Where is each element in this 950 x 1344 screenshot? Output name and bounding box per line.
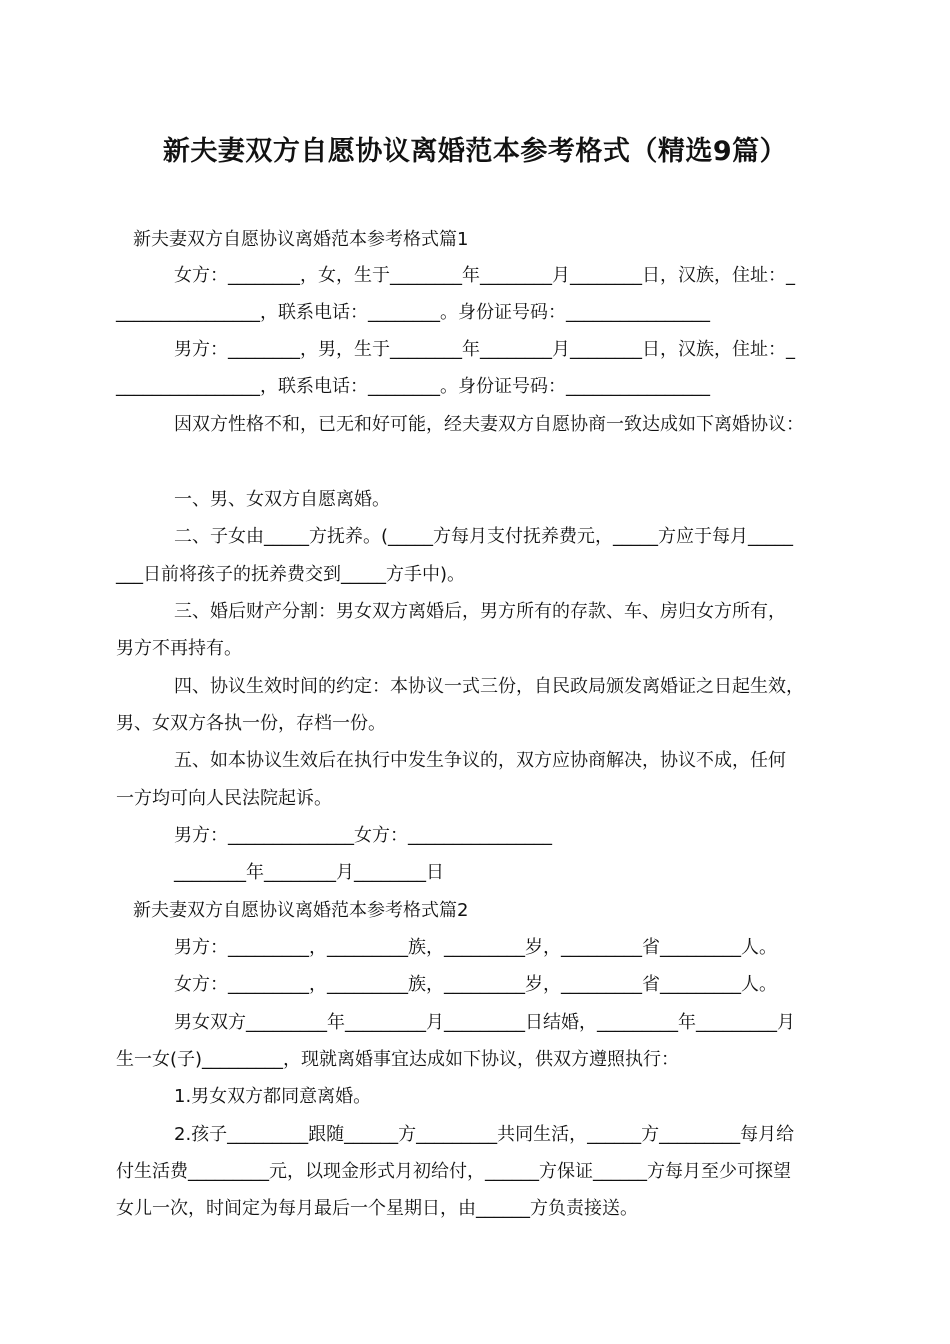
paragraph-line: ________________，联系电话：________。身份证号码：________________: [116, 376, 710, 397]
clause-line: 男方不再持有。: [116, 638, 242, 659]
clause-line: 2.孩子_________跟随______方_________共同生活，______方_________每月给: [174, 1124, 795, 1145]
signature-line: 男方：______________女方：________________: [174, 825, 552, 846]
paragraph-line: 因双方性格不和，已无和好可能，经夫妻双方自愿协商一致达成如下离婚协议：: [174, 414, 804, 435]
paragraph-line: 女方：________，女，生于________年________月________日，汉族，住址：_: [174, 265, 795, 286]
paragraph-line: ________________，联系电话：________。身份证号码：________________: [116, 302, 710, 323]
clause-line: 五、如本协议生效后在执行中发生争议的，双方应协商解决，协议不成，任何: [174, 750, 786, 771]
date-line: ________年________月________日: [174, 862, 444, 883]
clause-line: 二、子女由_____方抚养。(_____方每月支付抚养费元，_____方应于每月_____: [174, 526, 794, 547]
section-heading-2: 新夫妻双方自愿协议离婚范本参考格式篇2: [133, 900, 469, 921]
document-title: 新夫妻双方自愿协议离婚范本参考格式（精选9篇）: [162, 136, 788, 167]
clause-line: 女儿一次，时间定为每月最后一个星期日，由______方负责接送。: [116, 1198, 638, 1219]
clause-line: ___日前将孩子的抚养费交到_____方手中)。: [116, 564, 466, 585]
clause-line: 三、婚后财产分割：男女双方离婚后，男方所有的存款、车、房归女方所有，: [174, 601, 786, 622]
section-heading-1: 新夫妻双方自愿协议离婚范本参考格式篇1: [133, 229, 469, 250]
paragraph-line: 生一女(子)_________，现就离婚事宜达成如下协议，供双方遵照执行：: [116, 1049, 680, 1070]
clause-line: 一、男、女双方自愿离婚。: [174, 489, 390, 510]
paragraph-line: 男方：________，男，生于________年________月________日，汉族，住址：_: [174, 339, 795, 360]
clause-line: 1.男女双方都同意离婚。: [174, 1086, 372, 1107]
clause-line: 四、协议生效时间的约定：本协议一式三份，自民政局颁发离婚证之日起生效，: [174, 676, 804, 697]
paragraph-line: 女方：_________，_________族，_________岁，_________省_________人。: [174, 974, 777, 995]
clause-line: 付生活费_________元，以现金形式月初给付，______方保证______方每月至少可探望: [116, 1161, 791, 1182]
clause-line: 男、女双方各执一份，存档一份。: [116, 713, 386, 734]
clause-line: 一方均可向人民法院起诉。: [116, 788, 332, 809]
paragraph-line: 男女双方_________年_________月_________日结婚，_________年_________月: [174, 1012, 795, 1033]
paragraph-line: 男方：_________，_________族，_________岁，_________省_________人。: [174, 937, 777, 958]
